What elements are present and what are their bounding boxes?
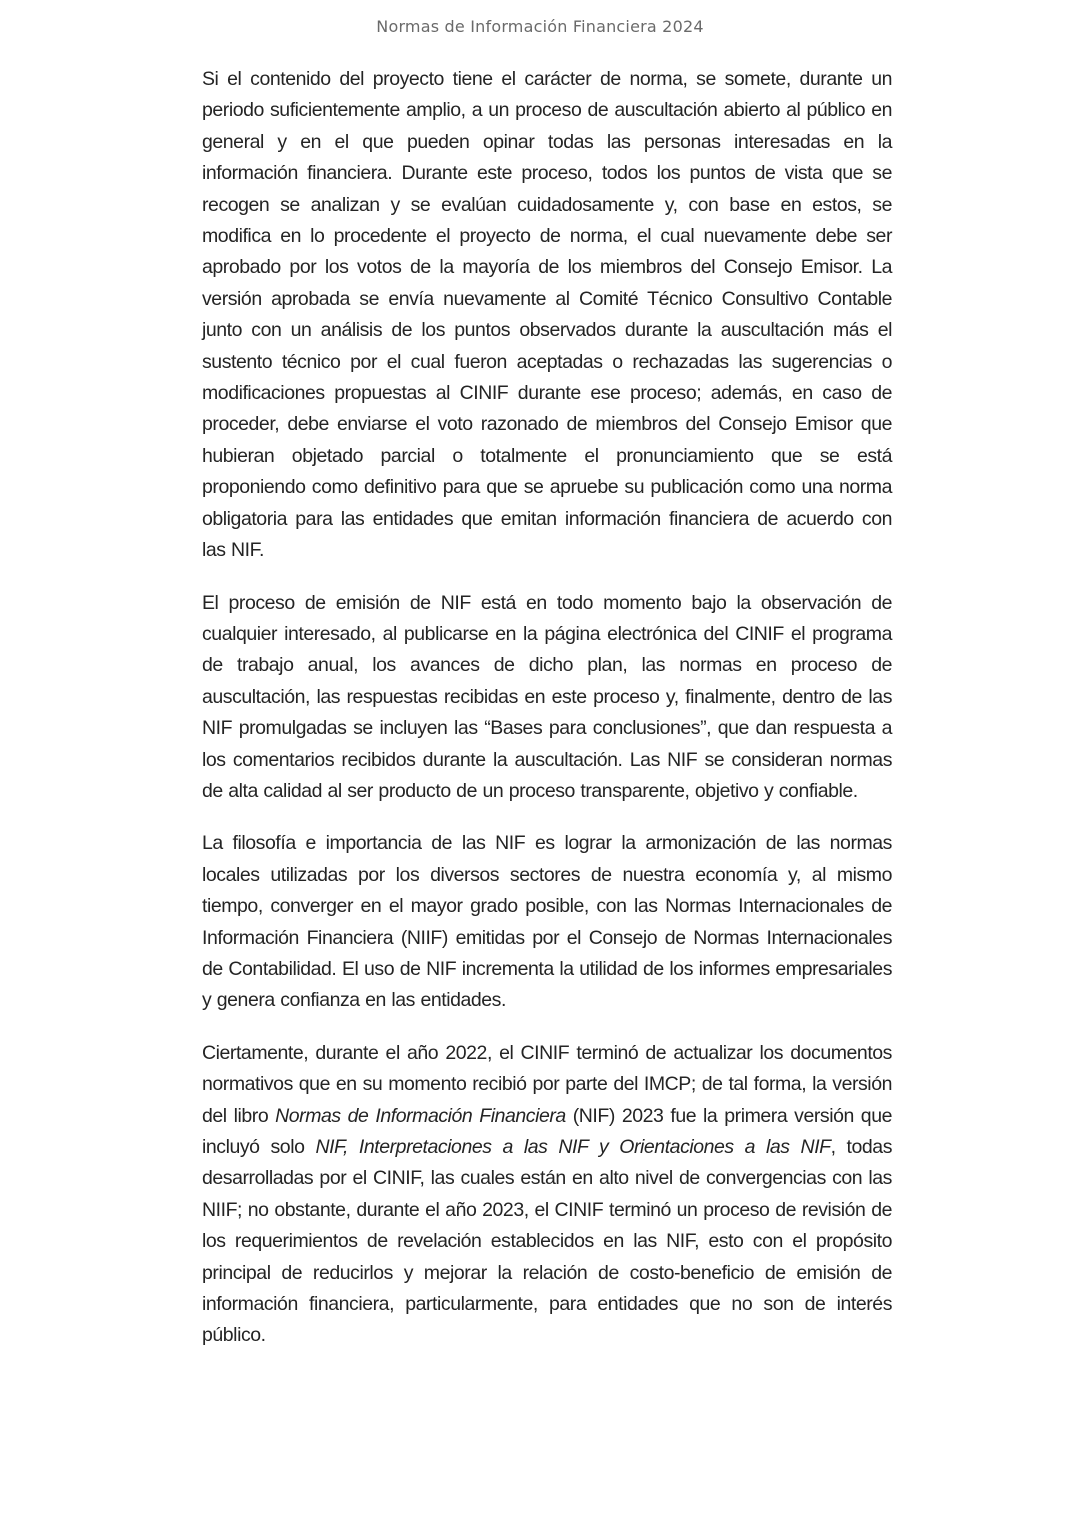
document-types-italic: NIF, Interpretaciones a las NIF y Orientaciones a las NIF [315,1136,831,1158]
text-segment: , todas desarrolladas por el CINIF, las cuales están en alto nivel de convergencias con las NIIF; no obstante, durante el año 2023, el CINIF terminó un proceso de revisión de los requerimientos de revelación establecidos en las NIF, esto con el propósito principal de reducirlos y mejorar la relación de costo-beneficio de emisión de información financiera, particularmente, para entidades que no son de interés público. [202,1136,892,1347]
paragraph-approval-process: Si el contenido del proyecto tiene el carácter de norma, se somete, durante un periodo suficientemente amplio, a un proceso de auscultación abierto al público en general y en el que pueden opinar todas las personas interesadas en la información financiera. Durante este proceso, todos los puntos de vista que se recogen se analizan y se evalúan cuidadosamente y, con base en estos, se modifica en lo procedente el proyecto de norma, el cual nuevamente debe ser aprobado por los votos de la mayoría de los miembros del Consejo Emisor. La versión aprobada se envía nuevamente al Comité Técnico Consultivo Contable junto con un análisis de los puntos observados durante la auscultación más el sustento técnico por el cual fueron aceptadas o rechazadas las sugerencias o modificaciones propuestas al CINIF durante ese proceso; además, en caso de proceder, debe enviarse el voto razonado de miembros del Consejo Emisor que hubieran objetado parcial o totalmente el pronunciamiento que se está proponiendo como definitivo para que se apruebe su publicación como una norma obligatoria para las entidades que emitan información financiera de acuerdo con las NIF. [202,68,892,562]
paragraph-updates-2022-2023 [202,1038,892,1352]
text-segment: (NIF) 2023 fue la primera versión que incluyó solo [202,1104,892,1158]
paragraph-philosophy: La filosofía e importancia de las NIF es lograr la armonización de las normas locales utilizadas por los diversos sectores de nuestra economía y, al mismo tiempo, converger en el mayor grado posible, con las Normas Internacionales de Información Financiera (NIIF) emitidas por el Consejo de Normas Internacionales de Contabilidad. El uso de NIF incrementa la utilidad de los informes empresariales y genera confianza en las entidades. [202,832,892,1012]
paragraph-transparency: El proceso de emisión de NIF está en todo momento bajo la observación de cualquier interesado, al publicarse en la página electrónica del CINIF el programa de trabajo anual, los avances de dicho plan, las normas en proceso de auscultación, las respuestas recibidas en este proceso y, finalmente, dentro de las NIF promulgadas se incluyen las “Bases para conclusiones”, que dan respuesta a los comentarios recibidos durante la auscultación. Las NIF se consideran normas de alta calidad al ser producto de un proceso transparente, objetivo y confiable. [202,591,892,802]
page-header-title: Normas de Información Financiera 2024 [376,17,704,36]
book-title-italic: Normas de Información Financiera [275,1104,566,1127]
text-segment: Ciertamente, durante el año 2022, el CINIF terminó de actualizar los documentos normativos que en su momento recibió por parte del IMCP; de tal forma, la versión del libro [202,1041,892,1127]
document-body [202,64,892,1373]
